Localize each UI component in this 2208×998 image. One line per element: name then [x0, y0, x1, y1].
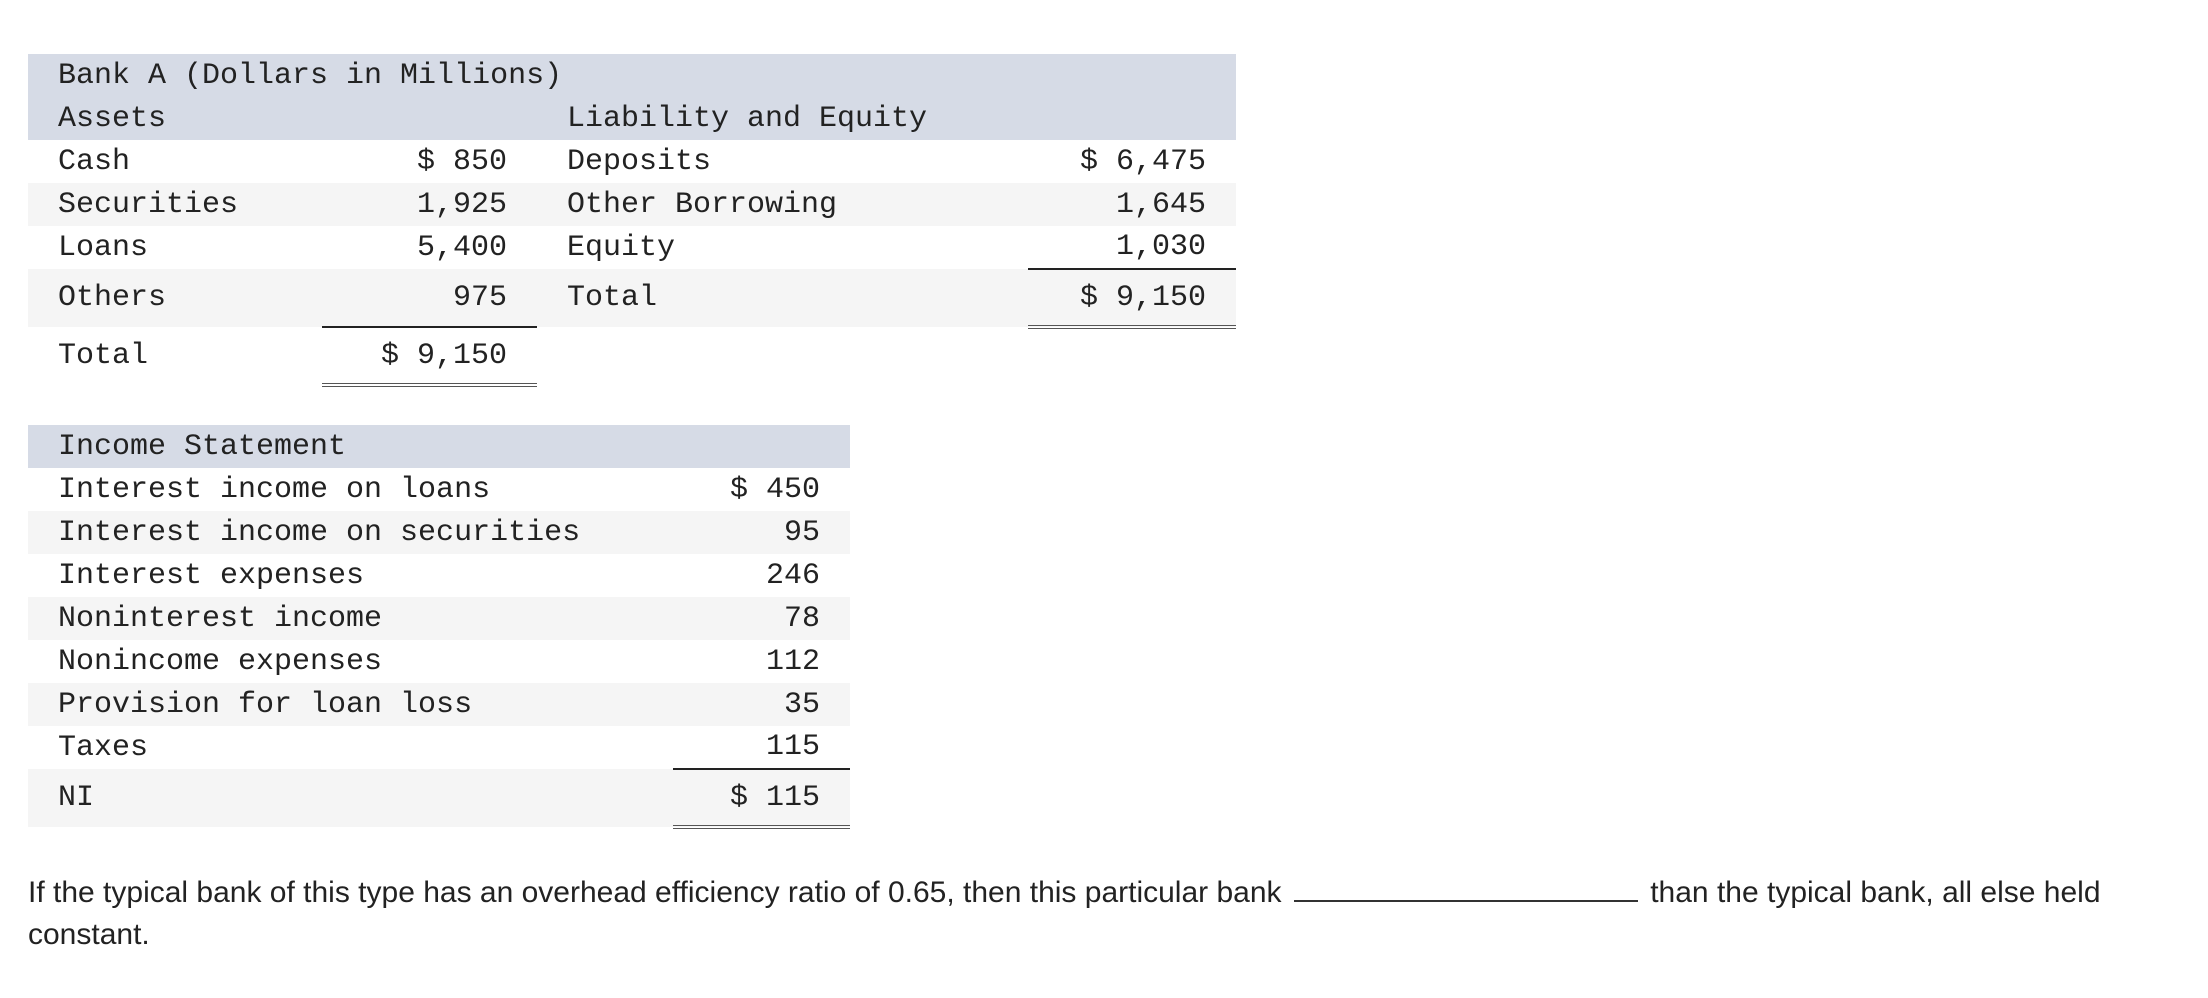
table-row: [28, 140, 1236, 183]
asset-total-label: Total: [28, 327, 322, 385]
net-income-value: $ 115: [673, 769, 850, 827]
table-row: [28, 269, 1236, 327]
empty-cell: [1028, 327, 1236, 385]
balance-sheet-table: [28, 54, 1236, 387]
net-income-label: NI: [28, 769, 673, 827]
table-row: [28, 597, 850, 640]
question-text: [28, 872, 2178, 956]
liability-total-label: Total: [537, 269, 1028, 327]
table-row: [28, 683, 850, 726]
net-income-row: [28, 769, 850, 827]
asset-value: $ 850: [322, 140, 537, 183]
income-label: Interest expenses: [28, 554, 673, 597]
table-row: [28, 640, 850, 683]
assets-header: Assets: [28, 97, 537, 140]
income-value: $ 450: [673, 468, 850, 511]
asset-value: 1,925: [322, 183, 537, 226]
table-row: [28, 226, 1236, 269]
income-label: Interest income on loans: [28, 468, 673, 511]
asset-value: 5,400: [322, 226, 537, 269]
income-value: 78: [673, 597, 850, 640]
answer-blank[interactable]: [1294, 872, 1638, 902]
asset-label: Cash: [28, 140, 322, 183]
liability-total-value: $ 9,150: [1028, 269, 1236, 327]
asset-label: Loans: [28, 226, 322, 269]
income-value: 112: [673, 640, 850, 683]
asset-label: Securities: [28, 183, 322, 226]
table-row: [28, 183, 1236, 226]
table-row: [28, 726, 850, 769]
asset-total-row: [28, 327, 1236, 385]
balance-sheet-title-row: [28, 54, 1236, 97]
liability-label: Equity: [537, 226, 1028, 269]
table-row: [28, 554, 850, 597]
income-value: 115: [673, 726, 850, 769]
income-value: 246: [673, 554, 850, 597]
income-label: Noninterest income: [28, 597, 673, 640]
liabilities-header: Liability and Equity: [537, 97, 1236, 140]
asset-label: Others: [28, 269, 322, 327]
question-before-blank: If the typical bank of this type has an overhead efficiency ratio of 0.65, then this particular bank: [28, 876, 1282, 909]
income-label: Nonincome expenses: [28, 640, 673, 683]
income-statement-title-row: [28, 425, 850, 468]
income-value: 95: [673, 511, 850, 554]
income-statement-title: Income Statement: [28, 425, 850, 468]
balance-sheet-title: Bank A (Dollars in Millions): [28, 54, 1236, 97]
income-statement-table: [28, 425, 850, 829]
income-label: Provision for loan loss: [28, 683, 673, 726]
balance-sheet-header-row: [28, 97, 1236, 140]
asset-total-value: $ 9,150: [322, 327, 537, 385]
question-after-blank: than the typical bank, all else held constant.: [28, 876, 2101, 951]
asset-value: 975: [322, 269, 537, 327]
income-label: Interest income on securities: [28, 511, 673, 554]
table-row: [28, 468, 850, 511]
liability-label: Deposits: [537, 140, 1028, 183]
empty-cell: [537, 327, 1028, 385]
liability-value: 1,030: [1028, 226, 1236, 269]
income-value: 35: [673, 683, 850, 726]
table-row: [28, 511, 850, 554]
liability-value: $ 6,475: [1028, 140, 1236, 183]
liability-label: Other Borrowing: [537, 183, 1028, 226]
income-label: Taxes: [28, 726, 673, 769]
liability-value: 1,645: [1028, 183, 1236, 226]
